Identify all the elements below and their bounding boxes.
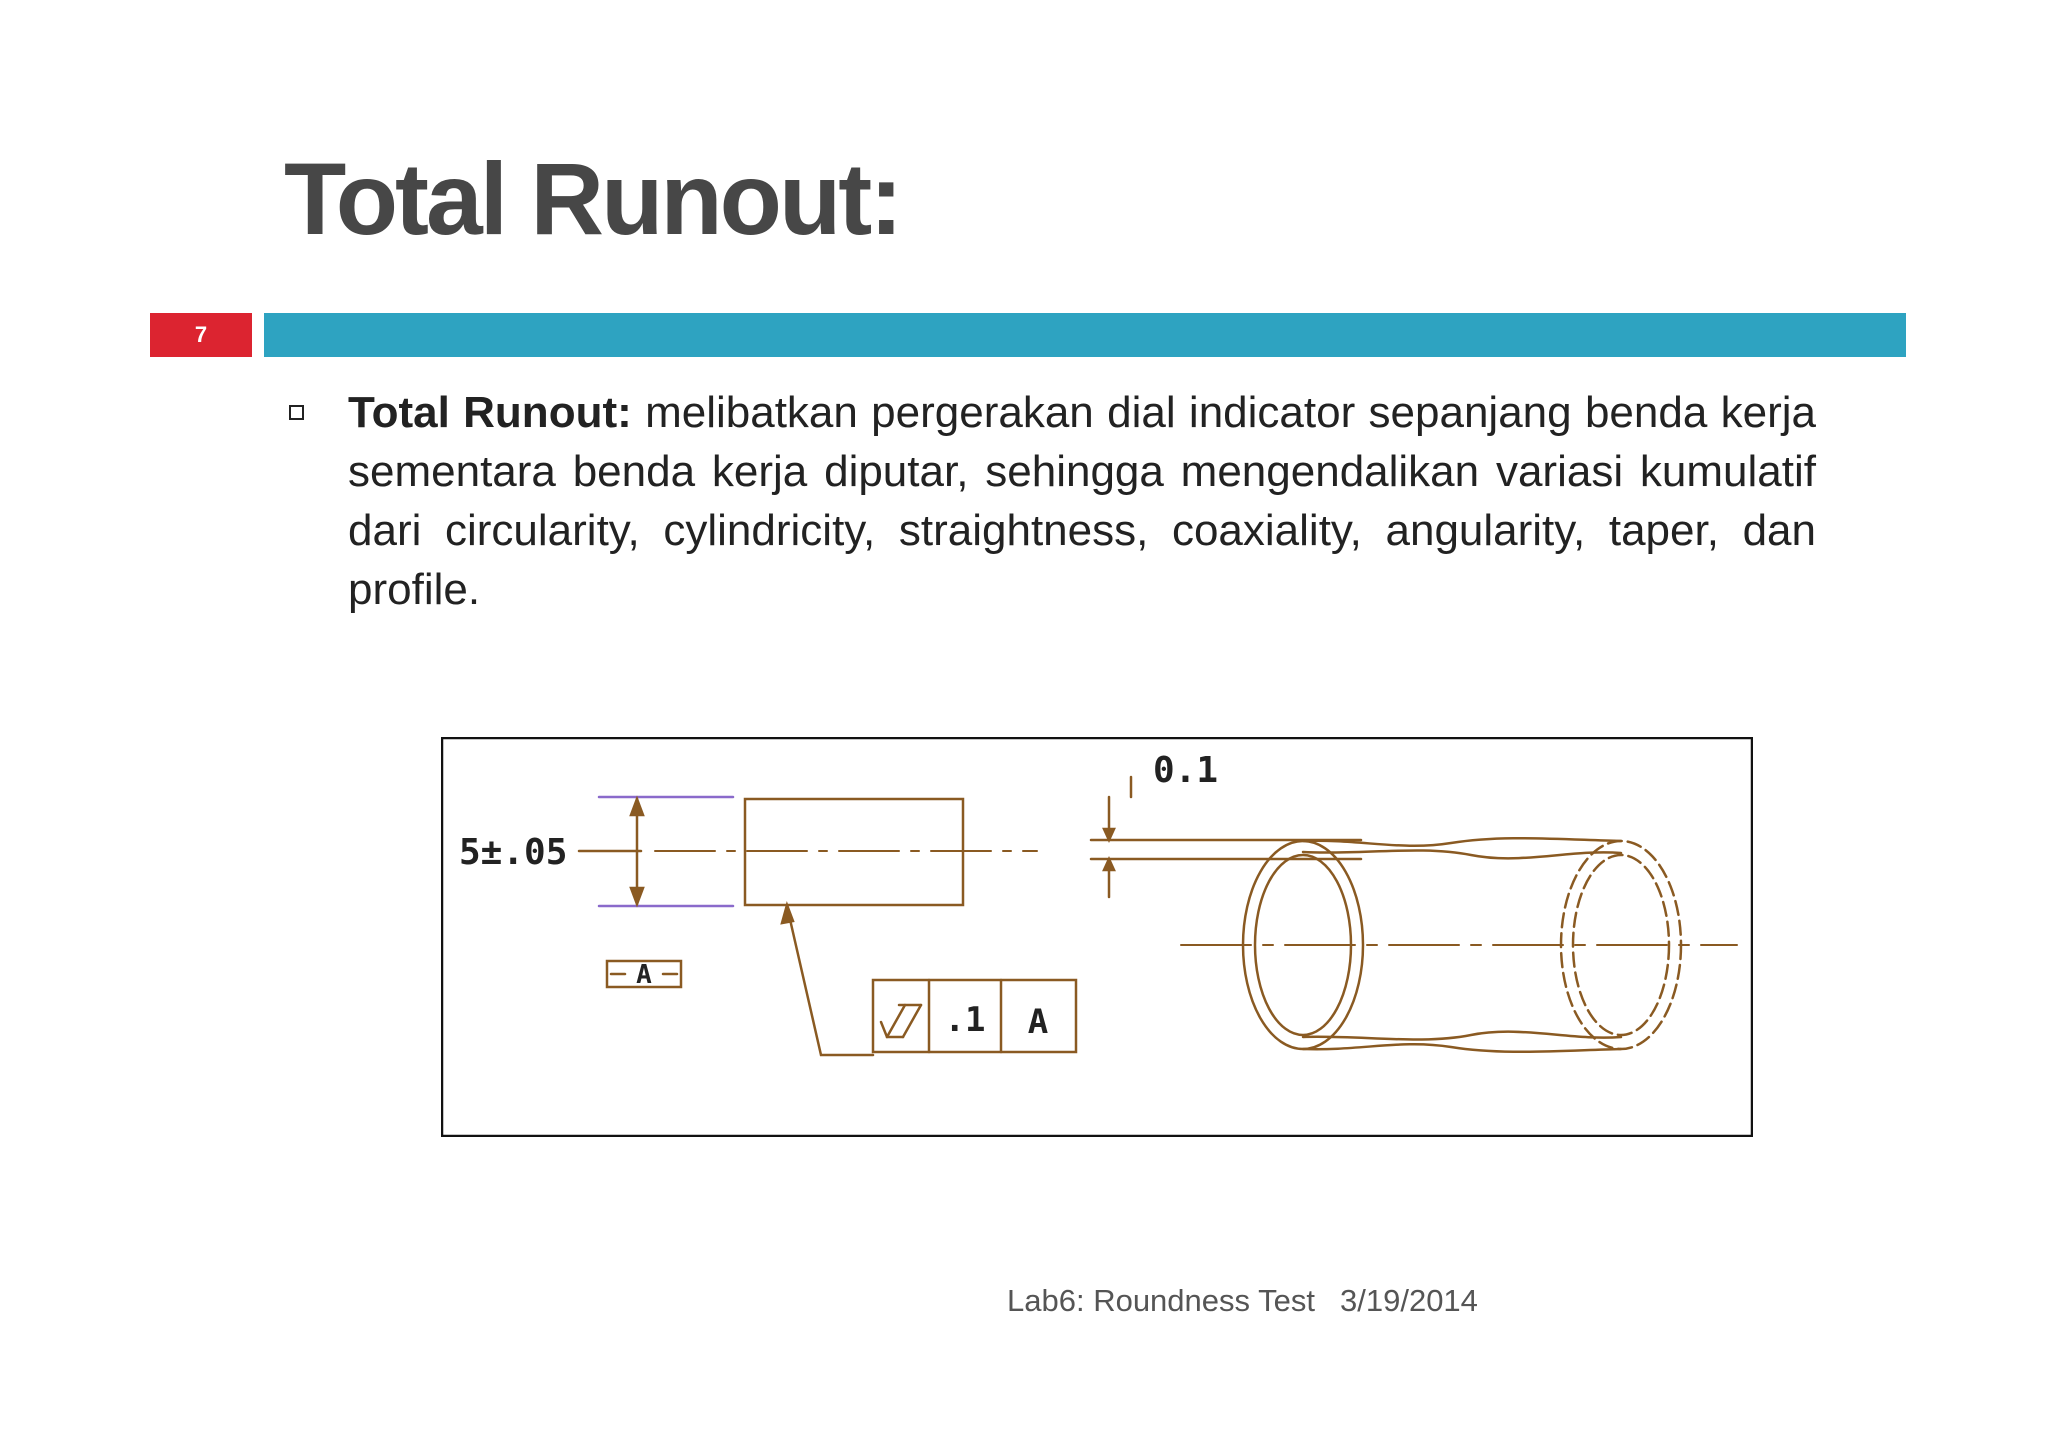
bullet-paragraph: [348, 383, 1816, 619]
tolerance-value: .1: [944, 1000, 986, 1040]
hollow-square-bullet-icon: [289, 405, 304, 420]
runout-figure: [441, 737, 1753, 1137]
footer-date: 3/19/2014: [1340, 1283, 1478, 1318]
frame-datum-ref: A: [1027, 1002, 1049, 1042]
bullet-body: melibatkan pergerakan dial indicator sepanjang benda kerja sementara benda kerja diputar, sehingga mengendalikan variasi kumulatif dari circularity, cylindricity, straightness, coaxiality, angularity, taper, dan profile.: [348, 388, 1816, 614]
bullet-term: Total Runout:: [348, 388, 632, 437]
datum-label: A: [636, 960, 652, 990]
tolerance-zone-label: 0.1: [1153, 750, 1219, 791]
dimension-label: 5±.05: [459, 832, 568, 873]
accent-bar: [264, 313, 1906, 357]
slide-number: 7: [150, 313, 252, 357]
runout-drawing: [441, 737, 1753, 1137]
footer-title: Lab6: Roundness Test: [1007, 1283, 1315, 1318]
slide-title: Total Runout:: [284, 142, 901, 256]
